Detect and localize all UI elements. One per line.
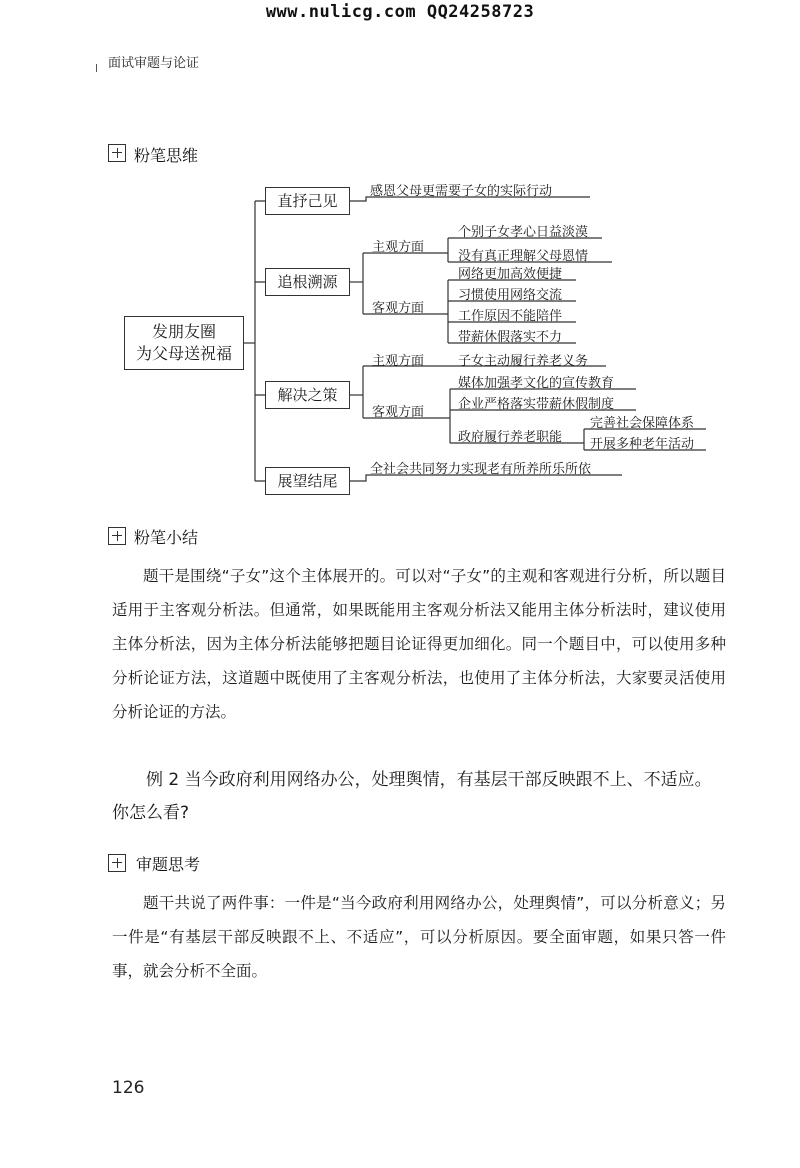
mindmap-b3-objective-item: 媒体加强孝文化的宣传教育 [458,376,615,391]
mindmap-branch-1 [265,187,350,215]
mindmap-b3-subjective-item: 子女主动履行养老义务 [458,354,589,369]
mindmap-b1-text: 感恩父母更需要子女的实际行动 [370,184,553,199]
mindmap-b2-objective-item: 网络更加高效便捷 [458,267,563,282]
mindmap-branch-2 [265,268,350,296]
mindmap-b3-gov-label: 政府履行养老职能 [458,430,563,445]
watermark: www.nulicg.com QQ24258723 [265,2,535,22]
mindmap-b2-subjective-item: 没有真正理解父母恩情 [458,249,589,264]
mindmap-branch-3 [265,381,350,409]
summary-section-title: 粉笔小结 [134,528,199,547]
mindmap-b3-subjective-label: 主观方面 [372,354,425,369]
mindmap-branch-4 [265,467,350,495]
analysis-paragraph: 题干共说了两件事：一件是“当今政府利用网络办公，处理舆情”，可以分析意义；另一件是“有基层干部反映跟不上、不适应”，可以分析原因。要全面审题，如果只答一件事，就会分析不全面。 [112,894,726,980]
mindmap-b2-objective-item: 工作原因不能陪伴 [458,309,563,324]
example-question: 例 2 当今政府利用网络办公，处理舆情，有基层干部反映跟不上、不适应。你怎么看? [112,770,712,823]
mindmap-b2-subjective-label: 主观方面 [372,240,425,255]
mindmap-b3-objective-item: 企业严格落实带薪休假制度 [458,397,615,412]
mindmap-b3-gov-item: 开展多种老年活动 [590,437,695,452]
mindmap-branch-2-label: 追根溯源 [277,273,338,291]
summary-section-icon [108,527,126,545]
mindmap-b3-gov-item: 完善社会保障体系 [590,416,695,431]
analysis-section-icon [108,854,126,872]
mindmap-b2-objective-item: 带薪休假落实不力 [458,330,563,345]
mindmap-b2-objective-item: 习惯使用网络交流 [458,288,563,303]
mindmap-root-label: 发朋友圈 为父母送祝福 [135,322,232,363]
analysis-section-title: 审题思考 [136,855,201,874]
mindmap-b4-text: 全社会共同努力实现老有所养所乐所依 [370,462,592,477]
running-head: 面试审题与论证 [108,56,200,71]
summary-paragraph: 题干是围绕“子女”这个主体展开的。可以对“子女”的主观和客观进行分析，所以题目适用于主客观分析法。但通常，如果既能用主客观分析法又能用主体分析法时，建议使用主体分析法，因为主体分析法能够把题目论证得更加细化。同一个题目中，可以使用多种分析论证方法，这道题中既使用了主客观分析法，也使用了主体分析法，大家要灵活使用分析论证的方法。 [112,567,726,721]
mindmap-section-title: 粉笔思维 [134,146,199,165]
page-number: 126 [112,1078,145,1098]
mindmap-b3-objective-label: 客观方面 [372,405,425,420]
mindmap-branch-1-label: 直抒己见 [277,192,338,210]
mindmap-b2-objective-label: 客观方面 [372,301,425,316]
mind-map [0,0,800,520]
mindmap-branch-4-label: 展望结尾 [277,472,338,490]
mindmap-branch-3-label: 解决之策 [277,386,338,404]
mindmap-root-node [124,316,244,370]
mindmap-b2-subjective-item: 个别子女孝心日益淡漠 [458,225,589,240]
